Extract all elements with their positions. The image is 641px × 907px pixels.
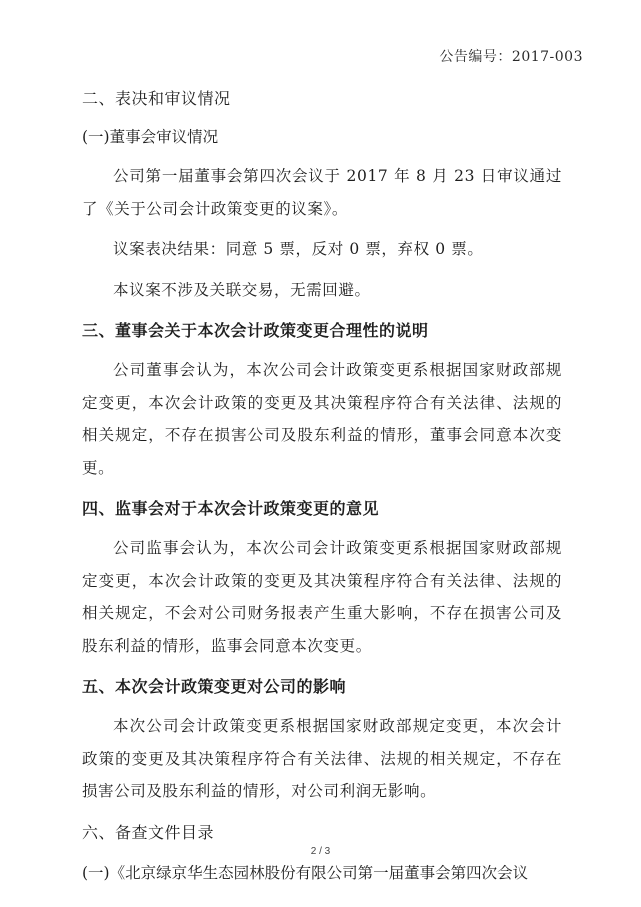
section-heading-supervisor-opinion: 四、监事会对于本次会计政策变更的意见 bbox=[82, 499, 380, 518]
announcement-number: 公告编号：2017-003 bbox=[439, 49, 583, 65]
section-heading-board-explanation: 三、董事会关于本次会计政策变更合理性的说明 bbox=[82, 321, 429, 340]
paragraph-voting-result: 议案表决结果：同意 5 票，反对 0 票，弃权 0 票。 bbox=[113, 240, 484, 258]
paragraph-no-related-transaction: 本议案不涉及关联交易，无需回避。 bbox=[113, 280, 371, 299]
reference-doc-item: (一)《北京绿京华生态园林股份有限公司第一届董事会第四次会议 bbox=[82, 863, 529, 882]
section-heading-voting: 二、表决和审议情况 bbox=[82, 89, 231, 108]
paragraph-impact: 本次公司会计政策变更系根据国家财政部规定变更，本次会计政策的变更及其决策程序符合有关法律、法规的相关规定，不存在损害公司及股东利益的情形，对公司利润无影响。 bbox=[82, 717, 562, 800]
sub-heading-board-review: (一)董事会审议情况 bbox=[82, 128, 219, 146]
paragraph-board-opinion: 公司董事会认为，本次公司会计政策变更系根据国家财政部规定变更，本次会计政策的变更及其决策程序符合有关法律、法规的相关规定，不存在损害公司及股东利益的情形，董事会同意本次变更。 bbox=[82, 361, 562, 477]
paragraph-supervisor-opinion: 公司监事会认为，本次公司会计政策变更系根据国家财政部规定变更，本次会计政策的变更及其决策程序符合有关法律、法规的相关规定，不会对公司财务报表产生重大影响，不存在损害公司及股东利益的情形，监事会同意本次变更。 bbox=[82, 539, 562, 655]
document-body bbox=[82, 84, 562, 888]
section-heading-impact: 五、本次会计政策变更对公司的影响 bbox=[82, 677, 347, 696]
page-number: 2 / 3 bbox=[310, 846, 331, 857]
paragraph-board-meeting: 公司第一届董事会第四次会议于 2017 年 8 月 23 日审议通过了《关于公司会计政策变更的议案》。 bbox=[82, 167, 562, 218]
section-heading-reference-docs: 六、备查文件目录 bbox=[82, 822, 215, 842]
